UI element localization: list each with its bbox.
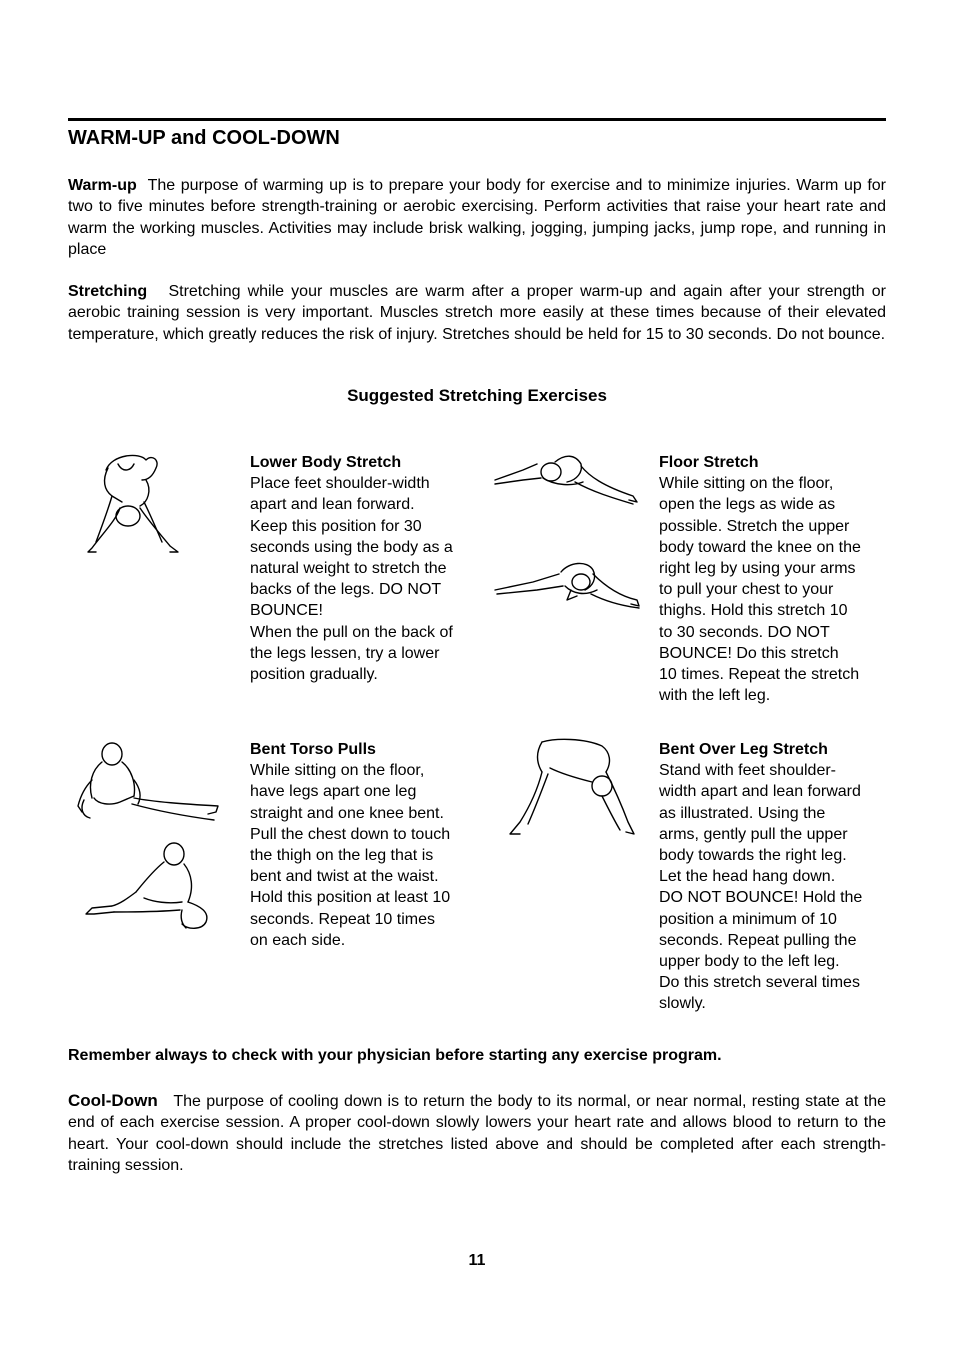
bent-over-leg-stretch-illustration (506, 738, 636, 838)
bent-over-leg-stretch-title: Bent Over Leg Stretch (659, 741, 828, 758)
bent-torso-pulls-illustration-bottom (84, 838, 218, 934)
bent-torso-pulls-text (250, 739, 485, 951)
warmup-label: Warm-up (68, 177, 137, 194)
floor-stretch-illustration-top (493, 452, 639, 508)
cooldown-paragraph (68, 1090, 886, 1176)
stretching-label: Stretching (68, 283, 148, 300)
warmup-text: The purpose of warming up is to prepare your body for exercise and to minimize injuries. Warm up for two to five minutes before strength-training or aerobic exercising. Perform activities that raise your heart rate and warm the working muscles. Activities may include brisk walking, jogging, jumping jacks, jump rope, and running in place (68, 177, 886, 258)
cooldown-label: Cool-Down (68, 1091, 158, 1110)
floor-stretch-title: Floor Stretch (659, 454, 759, 471)
floor-stretch-illustration-bottom (493, 560, 643, 612)
floor-stretch-text (659, 452, 894, 706)
bent-torso-pulls-body: While sitting on the floor, have legs apart one leg straight and one knee bent. Pull the chest down to touch the thigh on the leg that is bent and twist at the waist. Hold this position at least 10 seconds. Repeat 10 times on each side. (250, 762, 451, 949)
stretching-text: Stretching while your muscles are warm after a proper warm-up and again after your strength or aerobic training session is very important. Muscles stretch more easily at these times because of their elevated temperature, which greatly reduces the risk of injury. Stretches should be held for 15 to 30 seconds. Do not bounce. (68, 283, 887, 343)
page-number: 11 (468, 1252, 486, 1269)
cooldown-text: The purpose of cooling down is to return the body to its normal, or near normal, resting state at the end of each exercise session. A proper cool-down slowly lowers your heart rate and allows blood to return to the heart. Your cool-down should include the stretches listed above and should be completed after each strength-training session. (68, 1093, 887, 1174)
bent-torso-pulls-illustration-top (74, 740, 220, 824)
suggested-exercises-heading: Suggested Stretching Exercises (347, 386, 607, 405)
floor-stretch-body: While sitting on the floor, open the legs as wide as possible. Stretch the upper body toward the knee on the right leg by using your arms to pull your chest to your thighs. Hold this stretch 10 to 30 seconds. DO NOT BOUNCE! Do this stretch 10 times. Repeat the stretch with the left leg. (659, 475, 861, 705)
page-title: WARM-UP and COOL-DOWN (68, 127, 340, 149)
bent-torso-pulls-title: Bent Torso Pulls (250, 741, 376, 758)
header-rule (68, 118, 886, 121)
lower-body-stretch-illustration (82, 450, 182, 556)
stretching-paragraph (68, 281, 886, 345)
physician-reminder: Remember always to check with your physician before starting any exercise program. (68, 1047, 722, 1064)
bent-over-leg-stretch-text (659, 739, 894, 1015)
bent-over-leg-stretch-body: Stand with feet shoulder- width apart and lean forward as illustrated. Using the arms, gently pull the upper body towards the right leg. Let the head hang down. DO NOT BOUNCE! Hold the position a minimum of 10 seconds. Repeat pulling the upper body to the left leg. Do this stretch several times slowly. (659, 762, 863, 1013)
lower-body-stretch-text (250, 452, 485, 685)
lower-body-stretch-title: Lower Body Stretch (250, 454, 402, 471)
warmup-paragraph (68, 175, 886, 260)
lower-body-stretch-body: Place feet shoulder-width apart and lean forward. Keep this position for 30 seconds using the body as a natural weight to stretch the backs of the legs. DO NOT BOUNCE! When the pull on the back of the legs lessen, try a lower position gradually. (250, 475, 453, 684)
